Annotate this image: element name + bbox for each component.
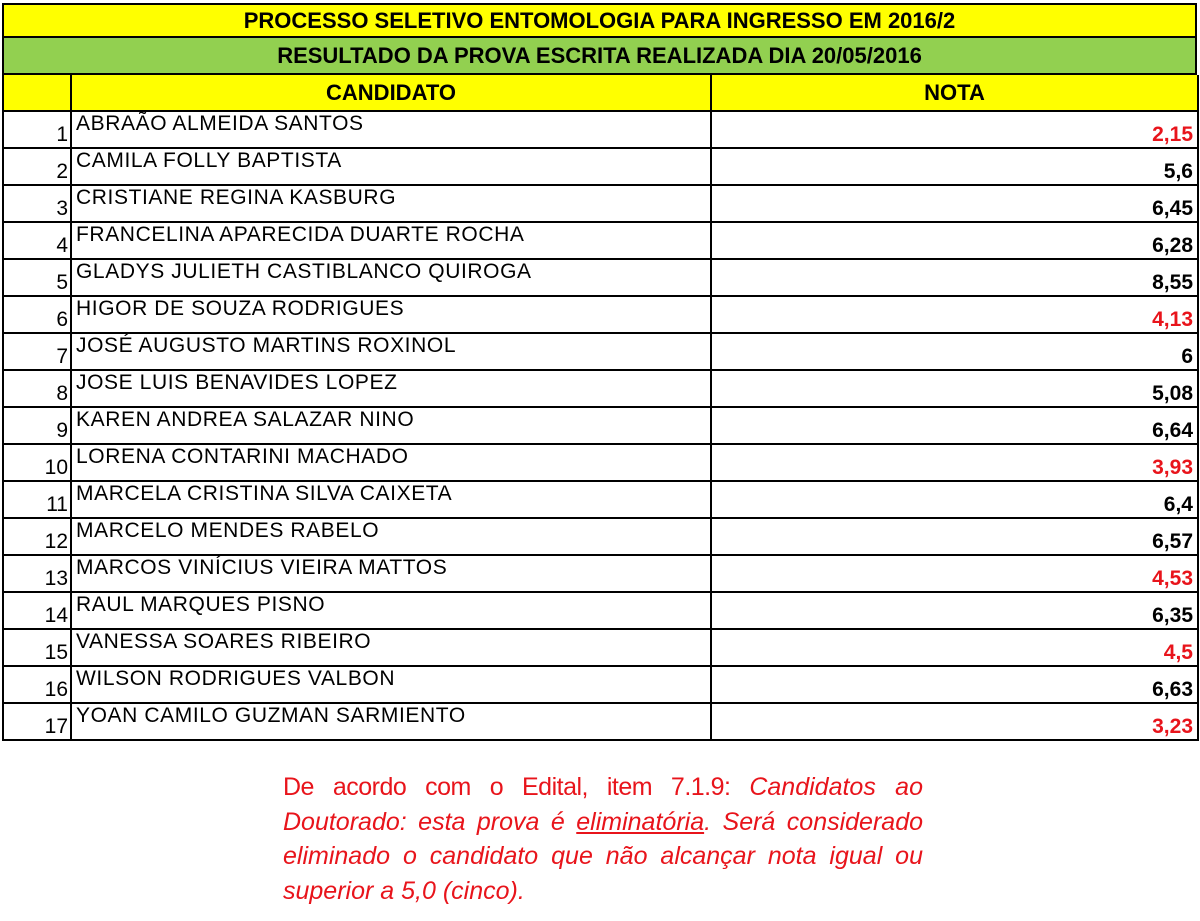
table-row [3, 592, 1198, 629]
table-row [3, 222, 1198, 259]
row-index: 1 [3, 111, 71, 148]
row-index: 13 [3, 555, 71, 592]
candidate-score: 5,08 [711, 370, 1198, 407]
row-index: 17 [3, 703, 71, 740]
row-index: 11 [3, 481, 71, 518]
candidate-name: VANESSA SOARES RIBEIRO [71, 629, 711, 666]
page-title: PROCESSO SELETIVO ENTOMOLOGIA PARA INGRESSO EM 2016/2 [2, 3, 1197, 38]
row-index: 2 [3, 148, 71, 185]
table-row [3, 518, 1198, 555]
row-index: 12 [3, 518, 71, 555]
table-row [3, 555, 1198, 592]
table-row [3, 185, 1198, 222]
table-row [3, 111, 1198, 148]
candidate-name: MARCOS VINÍCIUS VIEIRA MATTOS [71, 555, 711, 592]
header-index-cell [3, 75, 71, 111]
results-body [3, 111, 1198, 740]
candidate-score: 4,53 [711, 555, 1198, 592]
candidate-name: MARCELO MENDES RABELO [71, 518, 711, 555]
row-index: 9 [3, 407, 71, 444]
candidate-name: YOAN CAMILO GUZMAN SARMIENTO [71, 703, 711, 740]
candidate-name: LORENA CONTARINI MACHADO [71, 444, 711, 481]
row-index: 16 [3, 666, 71, 703]
candidate-name: JOSE LUIS BENAVIDES LOPEZ [71, 370, 711, 407]
candidate-score: 6,63 [711, 666, 1198, 703]
candidate-name: HIGOR DE SOUZA RODRIGUES [71, 296, 711, 333]
candidate-name: WILSON RODRIGUES VALBON [71, 666, 711, 703]
candidate-score: 3,93 [711, 444, 1198, 481]
candidate-score: 6,35 [711, 592, 1198, 629]
table-row [3, 629, 1198, 666]
table-row [3, 703, 1198, 740]
candidate-name: MARCELA CRISTINA SILVA CAIXETA [71, 481, 711, 518]
candidate-name: KAREN ANDREA SALAZAR NINO [71, 407, 711, 444]
page-subtitle: RESULTADO DA PROVA ESCRITA REALIZADA DIA 20/05/2016 [2, 38, 1197, 75]
candidate-score: 6,57 [711, 518, 1198, 555]
note-underlined: eliminatória [576, 807, 705, 836]
candidate-score: 6,64 [711, 407, 1198, 444]
candidate-name: CAMILA FOLLY BAPTISTA [71, 148, 711, 185]
row-index: 6 [3, 296, 71, 333]
row-index: 14 [3, 592, 71, 629]
candidate-name: ABRAÃO ALMEIDA SANTOS [71, 111, 711, 148]
candidate-name: JOSÉ AUGUSTO MARTINS ROXINOL [71, 333, 711, 370]
header-score: NOTA [711, 75, 1198, 111]
candidate-score: 5,6 [711, 148, 1198, 185]
note-part2: . Será considerado eliminado o candidato que não alcançar nota igual ou superior a 5,0 (cinco). [283, 807, 924, 905]
candidate-score: 6,4 [711, 481, 1198, 518]
table-header-row [3, 75, 1198, 111]
row-index: 10 [3, 444, 71, 481]
header-candidate: CANDIDATO [71, 75, 711, 111]
row-index: 15 [3, 629, 71, 666]
table-row [3, 666, 1198, 703]
candidate-name: GLADYS JULIETH CASTIBLANCO QUIROGA [71, 259, 711, 296]
candidate-name: FRANCELINA APARECIDA DUARTE ROCHA [71, 222, 711, 259]
table-row [3, 333, 1198, 370]
table-row [3, 259, 1198, 296]
table-row [3, 370, 1198, 407]
table-row [3, 481, 1198, 518]
candidate-score: 2,15 [711, 111, 1198, 148]
candidate-score: 6,45 [711, 185, 1198, 222]
candidate-name: CRISTIANE REGINA KASBURG [71, 185, 711, 222]
candidate-score: 3,23 [711, 703, 1198, 740]
table-row [3, 296, 1198, 333]
candidate-score: 8,55 [711, 259, 1198, 296]
row-index: 3 [3, 185, 71, 222]
results-table [2, 75, 1199, 741]
row-index: 8 [3, 370, 71, 407]
candidate-name: RAUL MARQUES PISNO [71, 592, 711, 629]
results-sheet [2, 3, 1197, 741]
row-index: 4 [3, 222, 71, 259]
row-index: 7 [3, 333, 71, 370]
table-row [3, 444, 1198, 481]
candidate-score: 4,13 [711, 296, 1198, 333]
table-row [3, 148, 1198, 185]
candidate-score: 4,5 [711, 629, 1198, 666]
row-index: 5 [3, 259, 71, 296]
edital-note [283, 770, 923, 908]
candidate-score: 6 [711, 333, 1198, 370]
table-row [3, 407, 1198, 444]
candidate-score: 6,28 [711, 222, 1198, 259]
note-part1: Candidatos ao Doutorado: esta prova é [283, 773, 923, 836]
note-lead: De acordo com o Edital, item 7.1.9: [283, 773, 750, 801]
